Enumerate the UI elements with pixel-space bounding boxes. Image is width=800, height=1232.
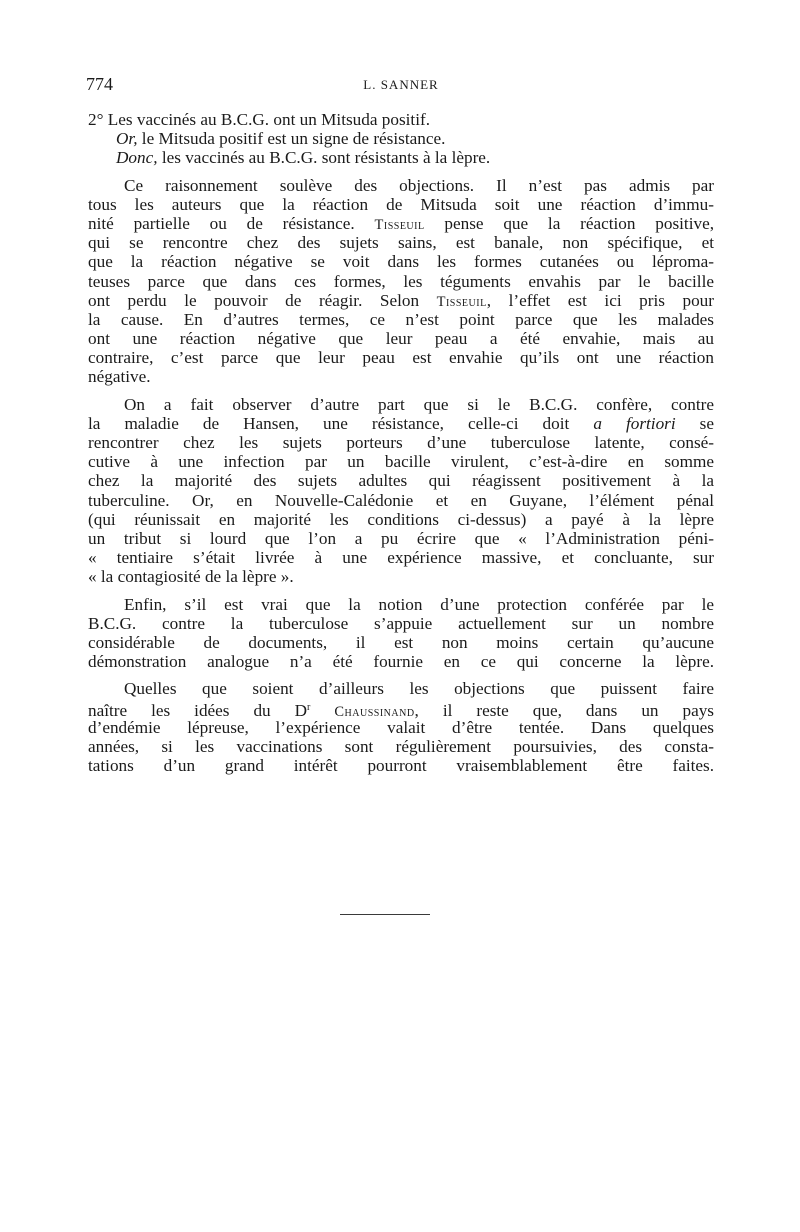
text-line: ont une réaction négative que leur peau a été envahie, mais au [88,329,714,349]
syllogism-donc: Donc, [116,148,158,168]
text-segment: se [675,413,714,433]
text-line: Ce raisonnement soulève des objections. Il n’est pas admis par [124,175,714,195]
text-segment: la maladie de Hansen, une résistance, celle-ci doit [88,413,594,433]
text-segment: naître les idées du D [88,701,308,721]
text-line [88,291,714,310]
page-number: 774 [86,74,113,94]
text-segment: nité partielle ou de résistance. [88,213,375,233]
paragraph-conclusion [88,679,714,775]
text-segment: , l’effet est ici pris pour [486,290,714,310]
text-segment: ont perdu le pouvoir de réagir. Selon [88,290,437,310]
author-name: Tisseuil [374,216,425,233]
running-head: L. SANNER [363,77,439,92]
syllogism-line-3 [88,148,714,167]
text-line: d’endémie lépreuse, l’expérience valait d’être tentée. Dans quelques [88,717,714,737]
syllogism [88,110,714,168]
body-text [88,110,714,775]
a-fortiori: a fortiori [593,413,676,433]
syllogism-line-2-text: le Mitsuda positif est un signe de résistance. [137,129,446,149]
text-line: années, si les vaccinations sont régulièrement poursuivies, des consta- [88,736,714,756]
text-line: B.C.G. contre la tuberculose s’appuie actuellement sur un nombre [88,613,714,633]
text-line: que la réaction négative se voit dans les formes cutanées ou lépromа- [88,252,714,272]
text-line: tuberculine. Or, en Nouvelle-Calédonie et en Guyane, l’élément pénal [88,490,714,510]
text-line: négative. [88,367,151,387]
text-line [88,698,714,721]
text-line: considérable de documents, il est non moins certain qu’aucune [88,632,714,652]
text-line: cutive à une infection par un bacille virulent, c’est-à-dire en somme [88,452,714,472]
text-line: tous les auteurs que la réaction de Mitsuda soit une réaction d’immu- [88,194,714,214]
text-line: « tentiaire s’était livrée à une expérience massive, et concluante, sur [88,548,714,568]
syllogism-line-3-text: les vaccinés au B.C.G. sont résistants à la lèpre. [157,148,491,168]
text-line: tations d’un grand intérêt pourront vraisemblablement être faites. [88,756,714,775]
text-line: (qui réunissait en majorité les conditions ci-dessus) a payé à la lèpre [88,509,714,529]
page-header [86,74,716,98]
text-line: On a fait observer d’autre part que si le B.C.G. confère, contre [124,394,714,414]
syllogism-line-1: 2° Les vaccinés au B.C.G. ont un Mitsuda positif. [88,110,430,129]
syllogism-or: Or, [116,129,138,149]
text-line [88,414,714,433]
superscript: r [307,702,311,714]
text-line: chez la majorité des sujets adultes qui réagissent positivement à la [88,471,714,491]
text-line: Quelles que soient d’ailleurs les objections que puissent faire [124,679,714,699]
text-line: démonstration analogue n’a été fournie en ce qui concerne la lèpre. [88,652,714,672]
text-line: « la contagiosité de la lèpre ». [88,567,294,587]
author-name: Chaussinand [334,704,415,721]
text-line [88,214,714,233]
text-segment: pense que la réaction positive, [424,213,714,233]
paragraph-protection [88,595,714,672]
text-segment: , il reste que, dans un pays [414,701,714,721]
text-line: contraire, c’est parce que leur peau est envahie qu’ils ont une réaction [88,348,714,368]
text-line: rencontrer chez les sujets porteurs d’une tuberculose latente, consé- [88,433,714,452]
section-end-rule [340,914,430,915]
text-line: qui se rencontre chez des sujets sains, est banale, non spécifique, et [88,233,714,253]
text-line: Enfin, s’il est vrai que la notion d’une protection conférée par le [124,594,714,614]
paragraph-objections [88,176,714,387]
paragraph-hansen [88,395,714,587]
text-line: un tribut si lourd que l’on a pu écrire que « l’Administration péni- [88,528,714,548]
syllogism-line-2 [88,129,714,148]
text-line: la cause. En d’autres termes, ce n’est point parce que les malades [88,309,714,329]
author-name: Tisseuil [436,293,487,310]
text-line: teuses parce que dans ces formes, les téguments envahis par le bacille [88,271,714,291]
